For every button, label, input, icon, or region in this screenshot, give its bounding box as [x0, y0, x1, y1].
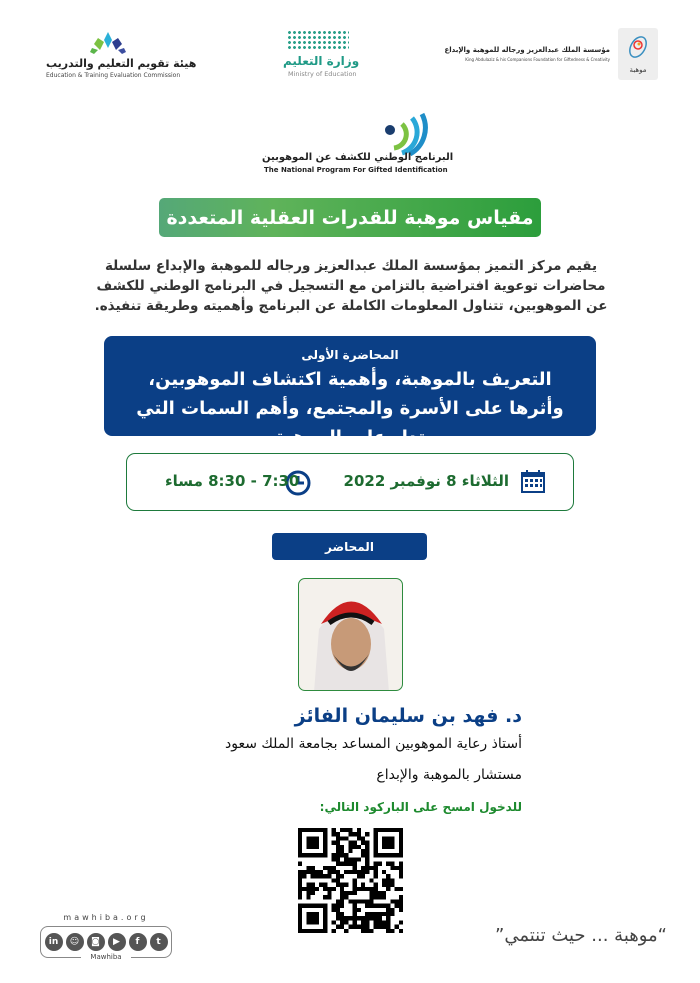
program-name-ar: البرنامج الوطني للكشف عن الموهوبين	[262, 152, 454, 163]
lecture-box	[104, 336, 596, 448]
facebook-icon[interactable]: f	[129, 933, 147, 951]
social-links	[40, 913, 172, 961]
scan-instruction: للدخول امسح على الباركود التالي:	[319, 800, 522, 814]
snapchat-icon[interactable]: ☺	[66, 933, 84, 951]
speaker-role-secondary: مستشار بالموهبة والإبداع	[376, 767, 522, 783]
twitter-icon[interactable]: t	[150, 933, 168, 951]
ministry-name-ar: وزارة التعليم	[283, 54, 360, 68]
instagram-icon[interactable]: ◙	[87, 933, 105, 951]
linkedin-icon[interactable]: in	[45, 933, 63, 951]
foundation-name-ar: مؤسسة الملك عبدالعزيز ورجاله للموهبة والإبداع	[444, 46, 610, 54]
commission-name-ar: هيئة تقويم التعليم والتدريب	[46, 57, 197, 70]
speaker-label: المحاضر	[272, 533, 427, 560]
mawhiba-logo	[618, 28, 658, 80]
speaker-role: أستاذ رعاية الموهوبين المساعد بجامعة الملك سعود	[224, 736, 522, 752]
youtube-icon[interactable]: ▶	[108, 933, 126, 951]
calendar-icon	[521, 469, 545, 493]
lecture-title: التعريف بالموهبة، وأهمية اكتشاف الموهوبين، وأثرها على الأسرة والمجتمع، وأهم السمات التي تدل على الموهبة	[136, 369, 564, 448]
commission-logo	[90, 30, 126, 54]
lecture-time: 7:30 - 8:30 مساء	[165, 472, 300, 490]
intro-paragraph: يقيم مركز التميز بمؤسسة الملك عبدالعزيز ورجاله للموهبة والإبداع سلسلة محاضرات توعوية افتراضية بالتزامن مع التسجيل في البرنامج الوطني للكشف عن الموهوبين، تتناول المعلومات الكاملة عن البرنامج وأهميته وطريقة تنفيذه.	[94, 258, 608, 314]
lecture-label: المحاضرة الأولى	[301, 348, 399, 362]
program-logo	[372, 108, 432, 158]
handle-text: Mawhiba	[81, 953, 131, 961]
ministry-logo	[287, 30, 349, 50]
speaker-name: د. فهد بن سليمان الفائز	[294, 705, 522, 727]
mawhiba-badge-text: موهبة	[629, 66, 647, 74]
lecture-date: الثلاثاء 8 نوفمبر 2022	[343, 472, 509, 490]
ministry-name-en: Ministry of Education	[288, 70, 357, 78]
speaker-photo	[298, 578, 403, 691]
title-banner: مقياس موهبة للقدرات العقلية المتعددة	[159, 198, 541, 237]
website-text: mawhiba.org	[63, 913, 149, 922]
program-name-en: The National Program For Gifted Identification	[264, 166, 448, 174]
slogan: “موهبة ... حيث تنتمي”	[495, 925, 668, 946]
commission-name-en: Education & Training Evaluation Commission	[46, 72, 181, 79]
qr-code[interactable]	[298, 828, 403, 933]
foundation-name-en: King Abdulaziz & his Companions Foundation for Giftedness & Creativity	[465, 57, 610, 62]
schedule-box	[126, 453, 574, 511]
